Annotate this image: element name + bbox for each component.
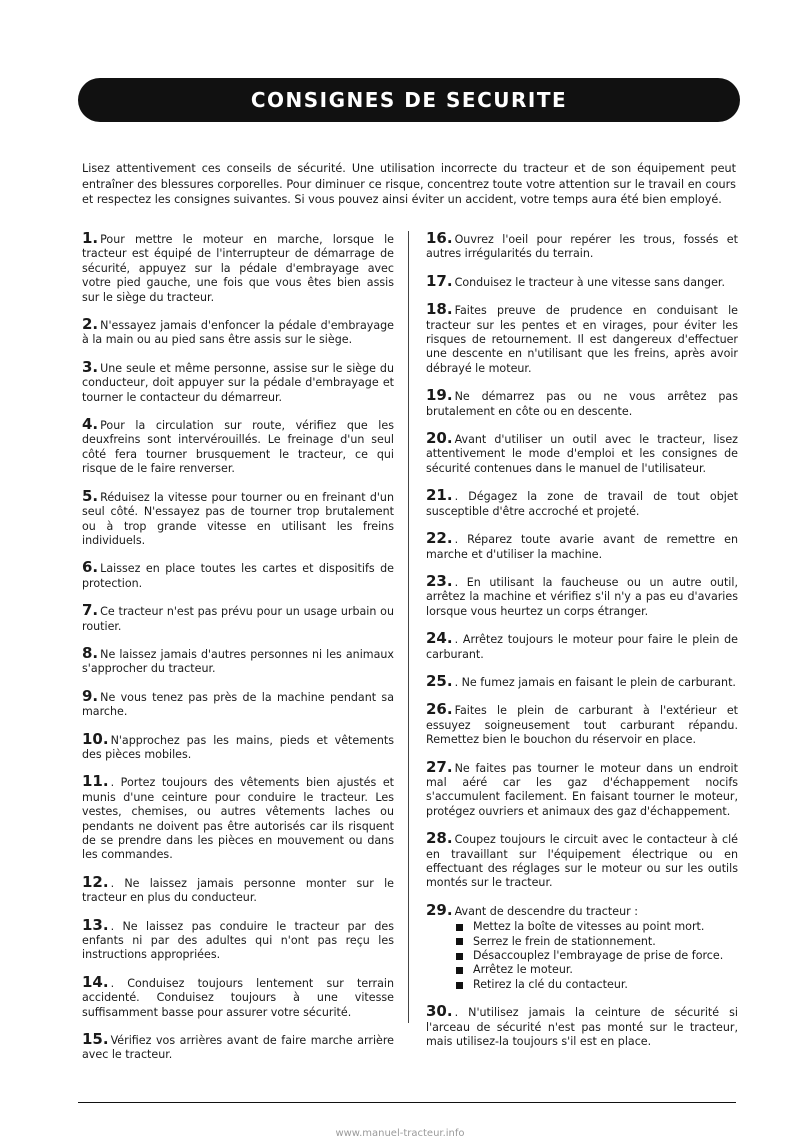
rule-text: Pour mettre le moteur en marche, lorsque le tracteur est équipé de l'interrupteur de démarrage de sécurité, appuyez sur la pédale d'embrayage avec votre pied gauche, une fois que vous êtes bien assis sur le siège du tracteur. (82, 233, 394, 304)
square-bullet-icon (456, 953, 463, 960)
rule-text: Laissez en place toutes les cartes et dispositifs de protection. (82, 562, 394, 590)
safety-rule (426, 631, 738, 662)
rule-number: 22. (426, 529, 453, 548)
rule-text: Pour la circulation sur route, vérifiez que les deuxfreins sont intervérouillés. Le freinage d'un seul côté fera tourner brusquement le tracteur, ce qui risque de le faire renverser. (82, 419, 394, 476)
square-bullet-icon (456, 967, 463, 974)
sub-list-item (456, 920, 738, 934)
rule-text: Vérifiez vos arrières avant de faire marche arrière avec le tracteur. (82, 1034, 394, 1062)
rule-number: 11. (82, 772, 109, 791)
safety-rule (82, 1032, 394, 1063)
rule-text: Conduisez le tracteur à une vitesse sans danger. (454, 275, 725, 289)
safety-rule (82, 417, 394, 477)
sub-list-item (456, 949, 738, 963)
rule-text: Coupez toujours le circuit avec le contacteur à clé en travaillant sur l'équipement électrique ou en effectuant des réglages sur le moteur ou sur les outils montés sur le tracteur. (426, 833, 738, 890)
safety-rule (426, 431, 738, 476)
rule-number: 19. (426, 386, 453, 405)
rule-number: 3. (82, 357, 99, 376)
left-column (82, 231, 394, 1063)
safety-rule (426, 900, 738, 992)
safety-rule (82, 486, 394, 549)
rule-number: 8. (82, 643, 99, 662)
title-banner (78, 78, 740, 122)
safety-rule (426, 302, 738, 376)
square-bullet-icon (456, 924, 463, 931)
sub-list (456, 920, 738, 992)
intro-paragraph: Lisez attentivement ces conseils de sécurité. Une utilisation incorrecte du tracteur et de son équipement peut entraîner des blessures corporelles. Pour diminuer ce risque, concentrez toute votre attention sur le travail en cours et respectez les consignes suivantes. Si vous pouvez ainsi éviter un accident, votre temps aura été bien employé. (82, 162, 736, 207)
sub-item-text: Serrez le frein de stationnement. (473, 934, 656, 948)
rule-number: 18. (426, 300, 453, 319)
rule-text: . Dégagez la zone de travail de tout objet susceptible d'être accroché et projeté. (426, 490, 738, 518)
rule-text: . En utilisant la faucheuse ou un autre outil, arrêtez la machine et vérifiez s'il n'y a pas eu d'avaries lorsque vous heurtez un corps étranger. (426, 575, 738, 618)
safety-rule (82, 231, 394, 305)
rule-text: . Ne fumez jamais en faisant le plein de carburant. (454, 675, 736, 689)
rule-number: 13. (82, 915, 109, 934)
safety-rule (426, 571, 738, 619)
safety-rule (426, 531, 738, 562)
rule-text: Ne démarrez pas ou ne vous arrêtez pas brutalement en côte ou en descente. (426, 390, 738, 418)
rule-number: 14. (82, 972, 109, 991)
rule-number: 24. (426, 629, 453, 648)
safety-rule (82, 686, 394, 720)
rule-text: Ne laissez jamais d'autres personnes ni les animaux s'approcher du tracteur. (82, 647, 394, 676)
rule-text: Ce tracteur n'est pas prévu pour un usage urbain ou routier. (82, 605, 394, 633)
rule-text: Ne faites pas tourner le moteur dans un endroit mal aéré car les gaz d'échappement nocifs s'accumulent facilement. En faisant tourner le moteur, protégez ouvriers et animaux des gaz d'échappement. (426, 761, 738, 818)
rule-text: Avant de descendre du tracteur : (454, 904, 638, 918)
safety-rule (82, 357, 394, 405)
safety-rule (426, 488, 738, 519)
rule-number: 25. (426, 671, 453, 690)
safety-rule (82, 603, 394, 634)
square-bullet-icon (456, 982, 463, 989)
rule-number: 23. (426, 571, 453, 590)
rule-number: 2. (82, 315, 99, 334)
rule-text: Ne vous tenez pas près de la machine pendant sa marche. (82, 690, 394, 719)
safety-rule (426, 1004, 738, 1049)
sub-item-text: Mettez la boîte de vitesses au point mort. (473, 920, 705, 934)
rule-text: . Ne laissez jamais personne monter sur le tracteur en plus du conducteur. (82, 876, 394, 905)
rule-number: 15. (82, 1030, 109, 1049)
sub-item-text: Arrêtez le moteur. (473, 963, 573, 977)
safety-rule (426, 757, 738, 820)
safety-rule (82, 317, 394, 348)
safety-rule (426, 831, 738, 891)
square-bullet-icon (456, 938, 463, 945)
sub-item-text: Désaccouplez l'embrayage de prise de force. (473, 949, 724, 963)
rule-number: 17. (426, 271, 453, 290)
safety-rule (82, 774, 394, 862)
rule-text: . Ne laissez pas conduire le tracteur par des enfants ni par des adultes qui n'ont pas reçu les instructions appropriées. (82, 919, 394, 962)
rule-number: 20. (426, 429, 453, 448)
safety-rule (82, 972, 394, 1020)
watermark: www.manuel-tracteur.info (335, 1128, 465, 1139)
rule-number: 6. (82, 558, 99, 577)
rule-number: 21. (426, 486, 453, 505)
safety-rule (82, 643, 394, 677)
column-divider (408, 231, 409, 1023)
rule-text: Avant d'utiliser un outil avec le tracteur, lisez attentivement le mode d'emploi et les consignes de sécurité contenues dans le manuel de l'utilisateur. (426, 433, 738, 475)
rule-number: 9. (82, 686, 99, 705)
footer-rule (78, 1102, 736, 1103)
rule-number: 27. (426, 757, 453, 776)
rule-number: 7. (82, 601, 99, 620)
safety-rule (82, 560, 394, 591)
rule-number: 28. (426, 829, 453, 848)
safety-rule (426, 388, 738, 419)
right-column (426, 231, 738, 1049)
rule-text: Faites preuve de prudence en conduisant le tracteur sur les pentes et en virages, pour éviter les risques de retournement. Il est dangereux d'effectuer une descente en n'utilisant que les freins, après avoir débrayé le moteur. (426, 304, 738, 375)
rule-number: 10. (82, 729, 109, 748)
rule-number: 26. (426, 700, 453, 719)
sub-list-item (456, 963, 738, 977)
rule-text: Réduisez la vitesse pour tourner ou en freinant d'un seul côté. N'essayez pas de tourner trop brutalement ou à trop grande vitesse en utilisant les freins individuels. (82, 490, 394, 547)
rule-text: . Arrêtez toujours le moteur pour faire le plein de carburant. (426, 633, 738, 661)
page-title: CONSIGNES DE SECURITE (250, 88, 568, 112)
safety-rule (426, 702, 738, 747)
rule-text: Ouvrez l'oeil pour repérer les trous, fossés et autres irrégularités du terrain. (426, 233, 738, 261)
rule-text: . Conduisez toujours lentement sur terrain accidenté. Conduisez toujours à une vitesse suffisamment basse pour assurer votre sécurité. (82, 976, 394, 1019)
sub-list-item (456, 935, 738, 949)
rule-text: . Portez toujours des vêtements bien ajustés et munis d'une ceinture pour conduire le tracteur. Les vestes, chemises, ou autres vêtements laches ou pendants ne doivent pas être autorisés car ils risquent de se prendre dans les pièces en mouvement ou dans les commandes. (82, 776, 394, 862)
rule-text: N'essayez jamais d'enfoncer la pédale d'embrayage à la main ou au pied sans être assis sur le siège. (82, 319, 394, 347)
safety-rule (82, 872, 394, 906)
safety-rule (426, 671, 738, 690)
rule-text: . Réparez toute avarie avant de remettre en marche et d'utiliser la machine. (426, 533, 738, 561)
safety-rule (82, 729, 394, 763)
sub-list-item (456, 978, 738, 992)
rule-number: 16. (426, 229, 453, 247)
rule-number: 12. (82, 872, 109, 891)
safety-rule (426, 271, 738, 290)
rule-text: N'approchez pas les mains, pieds et vêtements des pièces mobiles. (82, 733, 394, 761)
safety-rule (82, 915, 394, 963)
rule-text: Faites le plein de carburant à l'extérieur et essuyez soigneusement tout carburant répandu. Remettez bien le bouchon du réservoir en place. (426, 704, 738, 747)
sub-item-text: Retirez la clé du contacteur. (473, 977, 628, 991)
rule-text: Une seule et même personne, assise sur le siège du conducteur, doit appuyer sur la pédale d'embrayage et tourner le contacteur du démarreur. (82, 361, 394, 404)
rule-text: . N'utilisez jamais la ceinture de sécurité si l'arceau de sécurité n'est pas monté sur le tracteur, mais utilisez-la toujours s'il est en place. (426, 1006, 738, 1049)
rule-number: 4. (82, 415, 99, 434)
rule-number: 29. (426, 900, 453, 919)
rule-number: 30. (426, 1002, 453, 1021)
rule-number: 1. (82, 229, 99, 247)
safety-rule (426, 231, 738, 262)
rule-number: 5. (82, 486, 99, 505)
